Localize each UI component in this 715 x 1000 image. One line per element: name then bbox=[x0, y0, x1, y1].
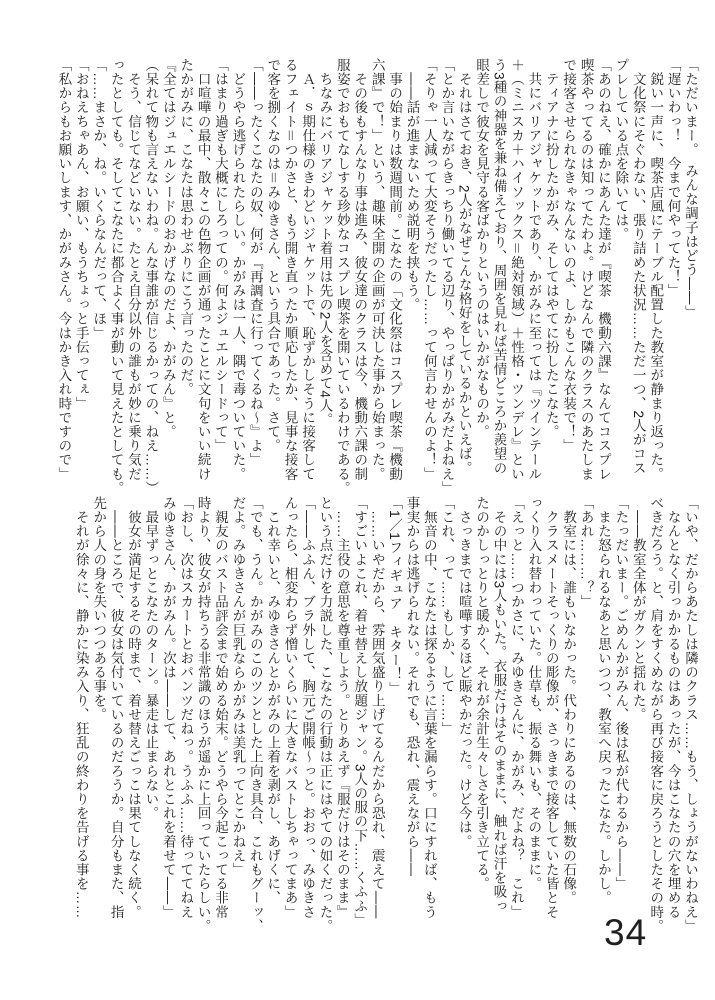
text-column: それはさておき、2人がなぜこんな格好をしているかといえば。 bbox=[456, 58, 472, 476]
text-column: んったら、相変わらず憎いくらいに大きなバストしちゃってまあ」 bbox=[282, 496, 298, 919]
text-column: ……主役の意思を尊重しよう。とりあえず『服だけはそのまま』 bbox=[334, 496, 350, 919]
text-column: 「――ったくこなたの奴、何が『再調査に行ってくるね～』よ」 bbox=[247, 58, 263, 467]
text-column: たかがみに、こなたは思わせぶりにこう言ったのだ。 bbox=[178, 58, 194, 397]
text-column: 無音の中、こなたは探るように言葉を漏らす。口にすれば、もう bbox=[421, 496, 437, 919]
text-column: 「1／1フィギュア キター！」 bbox=[387, 496, 403, 696]
text-column: 「はまり過ぎも大概にしろっての。何よジュエルシードって」 bbox=[213, 58, 229, 453]
text-column: べきだろう。と、肩をすくめながら再び接客に戻ろうとしたその時。 bbox=[648, 496, 664, 934]
text-column: 「そりゃ一人減って大変そうだったし……って何言わせんのよ！」 bbox=[421, 58, 437, 481]
text-column: だよ。みゆきさんが巨乳ならかがみは美乳ってとこかねえ」 bbox=[230, 496, 246, 877]
text-column: 彼女が満足するその時まで、着せ替えごっこは果てしなく続く。 bbox=[126, 496, 141, 919]
text-column: 「――ふふん、ブラ外して、胸元ご開帳～っと。おおっ、みゆきさ bbox=[300, 496, 316, 919]
text-column: また怒られるなあと思いつつ、教室へ戻ったこなた。しかし。 bbox=[595, 496, 611, 905]
text-column: 六課』で！」という、趣味全開の企画が可決した事から始まった。 bbox=[369, 58, 385, 481]
page-number: 34 bbox=[604, 912, 648, 953]
text-column: 「たっだいまー。ごめんかがみん、後は私が代わるから――」 bbox=[613, 496, 629, 891]
text-column: 鋭い一声に、喫茶店風にテーブル配置した教室が静まり返った。 bbox=[648, 58, 664, 481]
text-column: っくり入れ替わっていた。仕草も、振る舞いも、そのままに。 bbox=[526, 496, 542, 891]
text-column: るフェイト＝つかさと、もう開き直ったか順応したか、見事な接客 bbox=[282, 58, 298, 481]
text-column: なんとなく引っかかるものはあったが、今はこなたの穴を埋める bbox=[665, 496, 681, 919]
text-column: みゆきさん、かがみん。次は――して、あれとこれを着せて――」 bbox=[160, 496, 176, 919]
text-column: で客を捌くなのは＝みゆきさん、という具合であった。さて。 bbox=[265, 58, 281, 453]
text-column: ちなみにバリアジャケット着用は先の2人を含めて4人。 bbox=[317, 58, 333, 427]
text-column: クラスメートそっくりの彫像が、さっきまで接客していた皆とそ bbox=[543, 496, 559, 919]
text-column: ティアナに扮したかがみ、そしてはやてに扮したこなた。 bbox=[543, 58, 559, 439]
text-column: 「すごいよこれ、着せ替えし放題ジャン。3人の服の下……くふふ」 bbox=[352, 496, 368, 928]
text-column: たのかしっとりと暖かく、それが余計生々しさを引き立てる。 bbox=[474, 496, 490, 891]
text-column: う3種の神器を兼ね備えており、周囲を見れば苦情どころか羨望の bbox=[491, 58, 507, 476]
lower-text-block bbox=[37, 496, 699, 938]
text-column: ――教室全体がガクンと揺れた。 bbox=[630, 496, 646, 722]
text-column: 「でも、うん。かがみのこのツンとした上向き具合、これもグーッ、 bbox=[247, 496, 263, 934]
text-column: 「これ、って……もしか、して……」 bbox=[439, 496, 455, 736]
text-column: 「あのねえ、確かにあんた達が『喫茶 機動六課』なんてコスプレ bbox=[595, 58, 611, 481]
text-column: ＋（ミニスカ＋ハイソックス＝絶対領域）＋性格・ツンデレ』とい bbox=[508, 58, 524, 481]
text-column: 眼差しで彼女を見守る客ばかりというのはいかがなものか。 bbox=[474, 58, 490, 439]
text-column: 最早ずっとこなたのターン。暴走は止まらない。 bbox=[143, 496, 159, 821]
text-column: 「いや、だからあたしは隣のクラス……もう、しょうがないわねえ」 bbox=[683, 496, 698, 934]
text-column: プレしている点を除いては。 bbox=[613, 58, 629, 242]
text-column: 共にバリアジャケットであり、かがみに至っては『ツインテール bbox=[526, 58, 542, 481]
text-column: 「とか言いながらきっちり働いてる辺り、やっぱりかがみだよねえ」 bbox=[439, 58, 455, 496]
text-column: さっきまでは喧嘩するほど賑やかだった。けど今は。 bbox=[456, 496, 472, 849]
text-column: 「えっと……つかさに、みゆきさんに、かがみ、だよね？ これ」 bbox=[508, 496, 524, 919]
text-column: 「ただいまー。 みんな調子はどう――」 bbox=[683, 58, 698, 320]
text-column: 「おねえちゃあん、お願い、もうちょっと手伝ってぇ」 bbox=[73, 58, 89, 411]
text-column: 「あれ………？」 bbox=[578, 496, 594, 609]
text-column: という点だけを力説した、こなたの行動は正にはやての如くだった。 bbox=[317, 496, 333, 934]
text-column: 先から人の身を失いつつある事を。 bbox=[91, 496, 107, 722]
text-column: 口喧嘩の最中、散々この色物企画が通ったことに文句をいい続け bbox=[195, 58, 211, 481]
text-column: ――話が進まないため説明を挟もう。 bbox=[404, 58, 420, 312]
text-column: ――ところで、彼女は気付いているのだろうか。自分もまた、指 bbox=[108, 496, 124, 919]
text-column: そう、信じてなどいない。たとえ自分以外の誰もが妙に乗り気だ bbox=[126, 58, 141, 481]
text-column: 事の始まりは数週間前。こなたの「文化祭はコスプレ喫茶『機動 bbox=[387, 58, 403, 481]
text-column: Ａ．ｓ期仕様のきわどいジャケットで、恥ずかしそうに接客して bbox=[300, 58, 316, 481]
text-column: 「……まさか、ね。いくらなんだって、ほ」 bbox=[91, 58, 107, 340]
text-column: ……いやだから、雰囲気盛り上げてるんだから恐れ、震えて―― bbox=[369, 496, 385, 919]
text-column: で接客させられなきゃなんないのよ、しかもこんな衣装で！」 bbox=[561, 58, 577, 453]
text-column: ったとしても。そしてこなたに都合よく事が動いて見えたとしても。 bbox=[108, 58, 124, 496]
text-column: それが徐々に、静かに染み入り、狂乱の終わりを告げる事を…… bbox=[73, 496, 89, 919]
text-column: 「私からもお願いします、かがみさん。今はかき入れ時ですので」 bbox=[56, 58, 72, 481]
text-column: 「おし、次はスカートとおパンツだねっ。うふふ……待っててねえ bbox=[178, 496, 194, 919]
text-column: その中には3人もいた。衣服だけはそのままに、触れば汗を吸っ bbox=[491, 496, 507, 914]
text-column: 教室には、誰もいなかった。代わりにあるのは、無数の石像。 bbox=[561, 496, 577, 905]
text-column: （呆れて物も言えないわね。んな事誰が信じるかっての、ねえ……） bbox=[143, 58, 159, 496]
text-column: 文化祭にそぐわない、張り詰めた状況……ただ一つ、2人がコス bbox=[630, 58, 646, 476]
text-column: 事実からは逃げられない。それでも、恐れ、震えながら―― bbox=[404, 496, 420, 877]
text-column: 「遅いわっ！ 今まで何やってた！」 bbox=[665, 58, 681, 298]
text-column: 親友のバスト品評会まで始める始末。どうやら今起こってる非常 bbox=[213, 496, 229, 919]
text-column: これ幸いと、みゆきさんとかがみの上着を剥がし、あげくに、 bbox=[265, 496, 281, 905]
text-column: 『全てはジュエルシードのおかげなのだよ、かがみん』と。 bbox=[160, 58, 176, 439]
text-column: その後もすんなり事は進み、彼女達のクラスは今、機動六課の制 bbox=[352, 58, 368, 481]
text-column: どうやら逃げられたらしい。かがみは一人、隅で毒ついていた。 bbox=[230, 58, 246, 481]
text-column: 喫茶やってるのは知ってたわよ。けどなんで隣のクラスのあたしま bbox=[578, 58, 594, 481]
text-column: 時より、彼女が持ちうる非常識のほうが遥かに上回っていたらしい。 bbox=[195, 496, 211, 934]
text-column: 服姿でおもてなしする珍妙なコスプレ喫茶を開いているわけである。 bbox=[334, 58, 350, 496]
upper-text-block bbox=[37, 58, 699, 500]
